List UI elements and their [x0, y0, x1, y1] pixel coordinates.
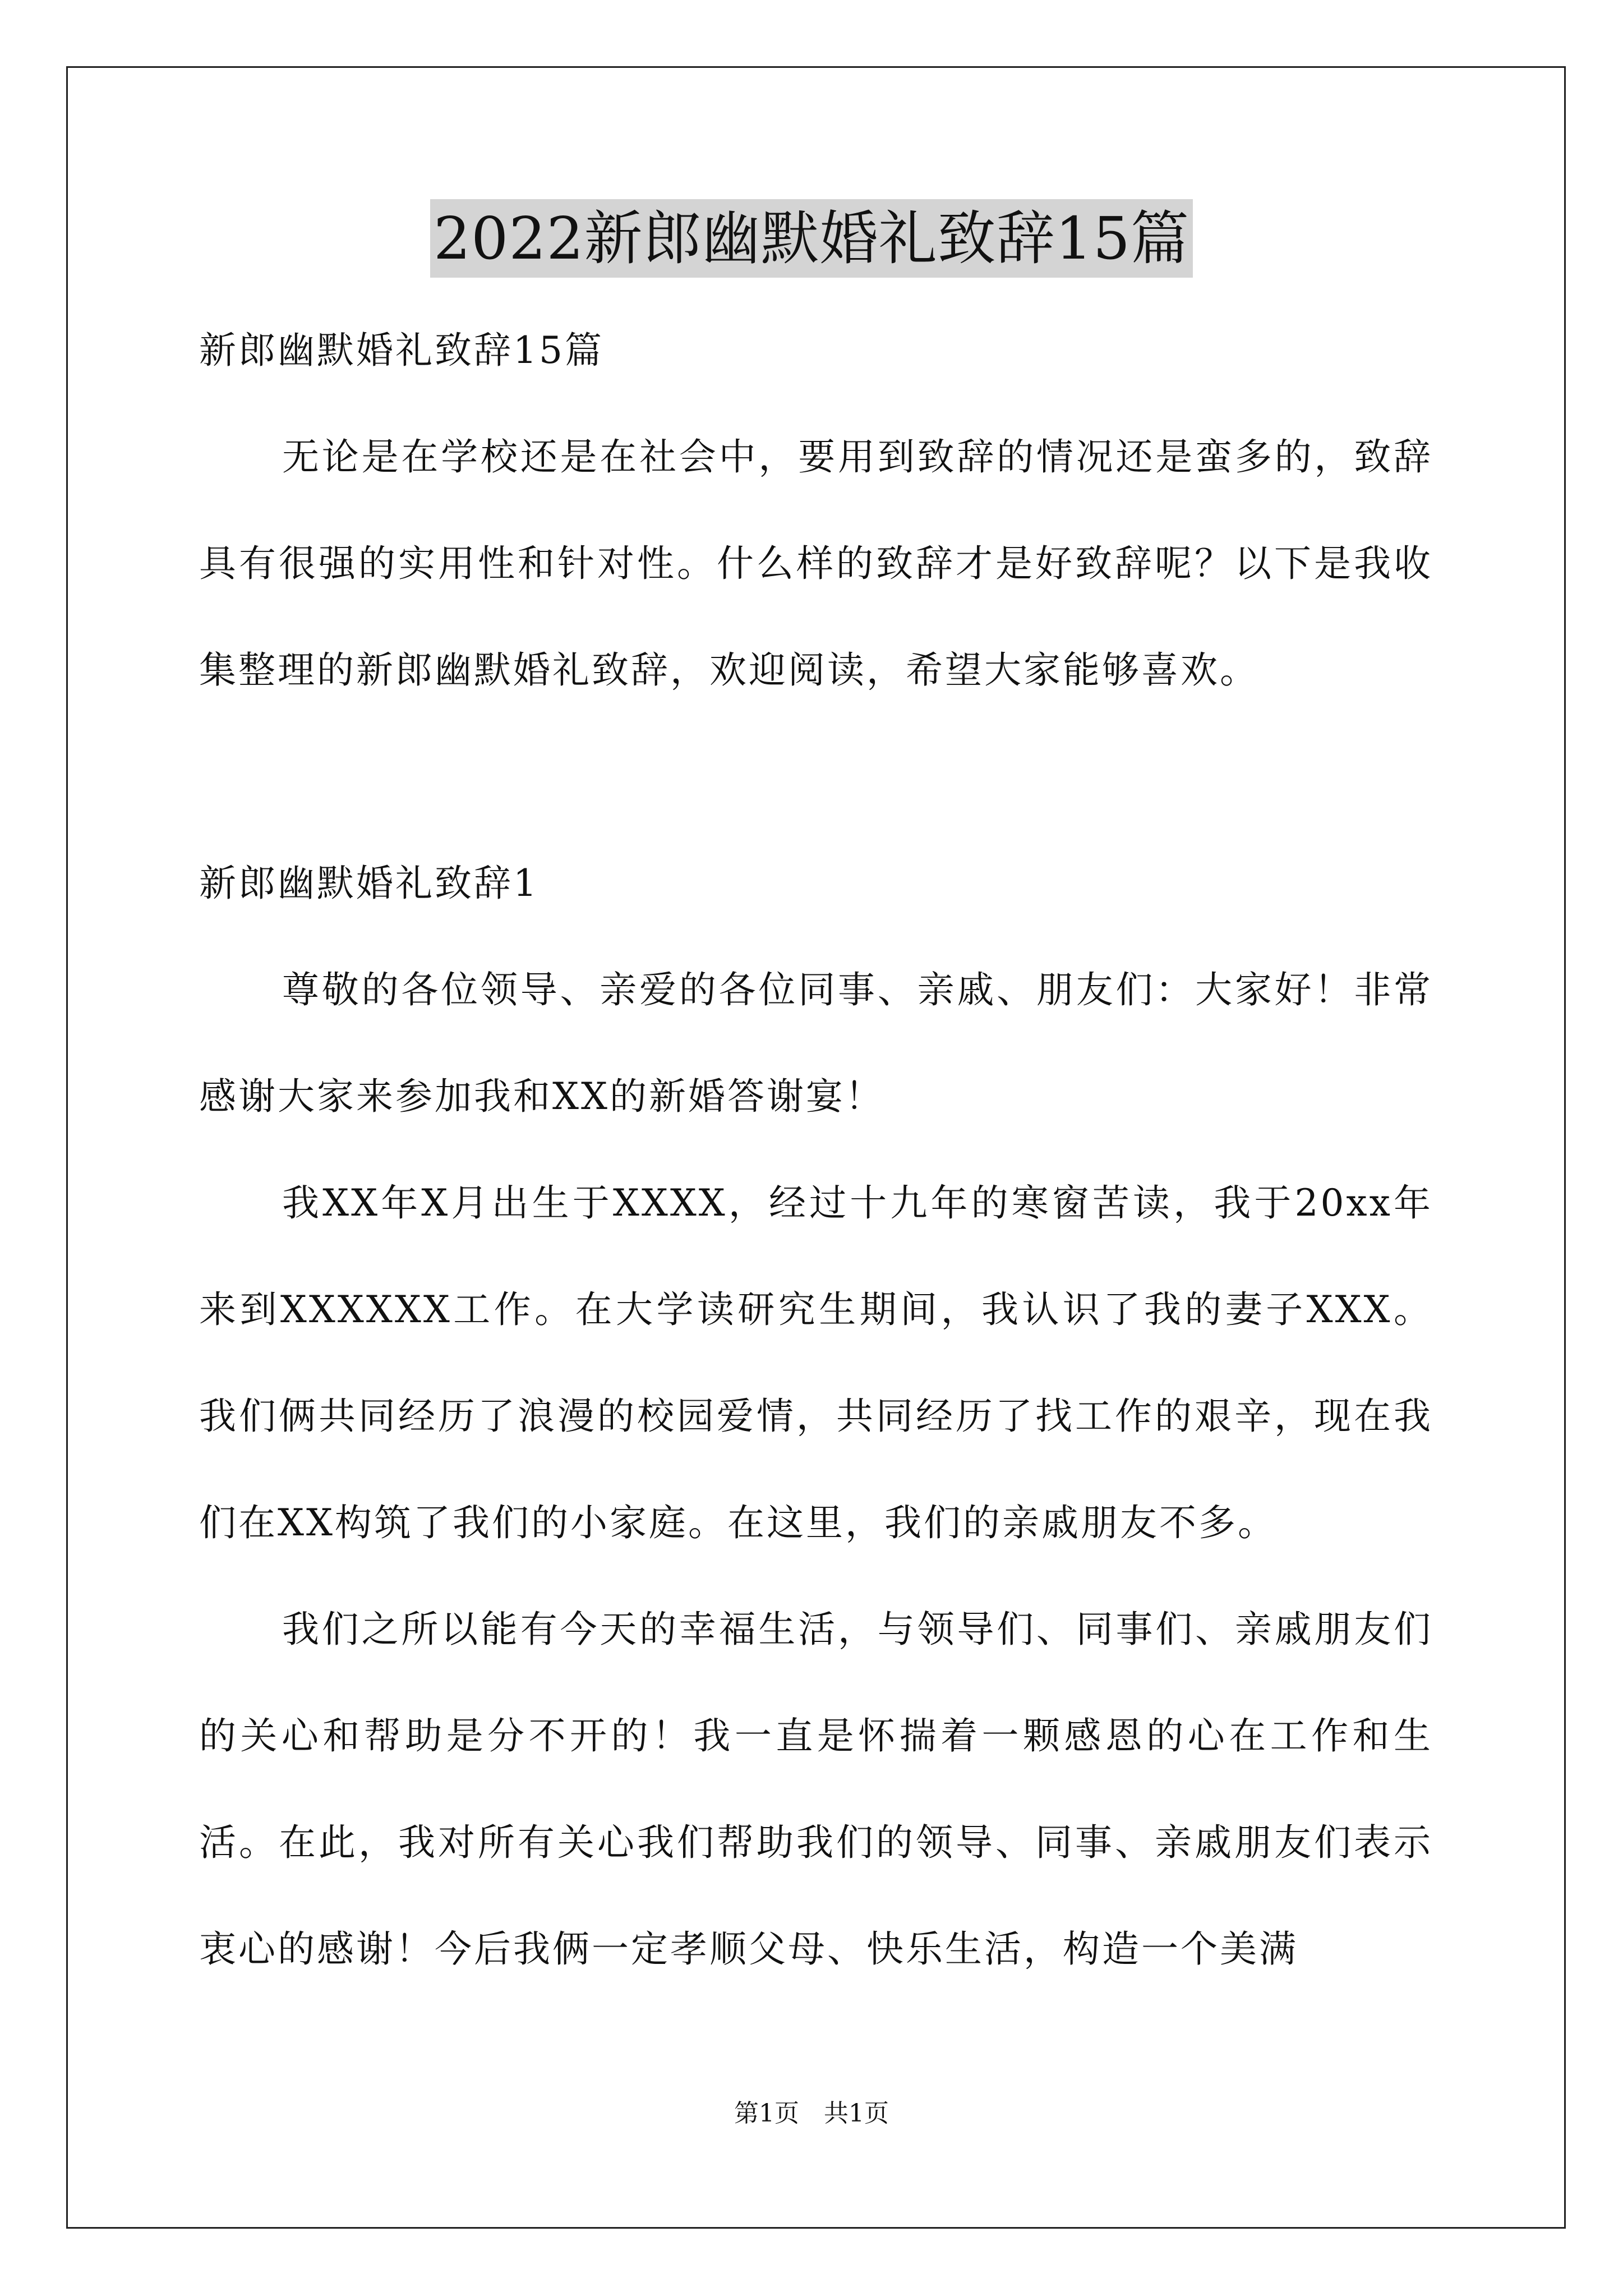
body-paragraph-2: 我XX年X月出生于XXXX，经过十九年的寒窗苦读，我于20xx年来到XXXXXX工作。在大学读研究生期间，我认识了我的妻子XXX。我们俩共同经历了浪漫的校园爱情，共同经历了找工作的艰辛，现在我们在XX构筑了我们的小家庭。在这里，我们的亲戚朋友不多。: [199, 1181, 1433, 1544]
body-paragraph-1: 尊敬的各位领导、亲爱的各位同事、亲戚、朋友们：大家好！非常感谢大家来参加我和XX的新婚答谢宴！: [199, 968, 1433, 1118]
blank-line: [199, 724, 1433, 830]
document-body: [199, 297, 1433, 2003]
document-subtitle: 新郎幽默婚礼致辞15篇: [199, 329, 604, 372]
page-number: 第1页: [734, 2099, 799, 2128]
page-footer: [0, 2097, 1623, 2131]
page-total: 共1页: [824, 2099, 889, 2128]
body-paragraph-3: 我们之所以能有今天的幸福生活，与领导们、同事们、亲戚朋友们的关心和帮助是分不开的！我一直是怀揣着一颗感恩的心在工作和生活。在此，我对所有关心我们帮助我们的领导、同事、亲戚朋友们表示衷心的感谢！今后我俩一定孝顺父母、快乐生活，构造一个美满: [199, 1608, 1433, 1971]
intro-paragraph: 无论是在学校还是在社会中，要用到致辞的情况还是蛮多的，致辞具有很强的实用性和针对性。什么样的致辞才是好致辞呢？以下是我收集整理的新郎幽默婚礼致辞，欢迎阅读，希望大家能够喜欢。: [199, 435, 1433, 692]
section-heading: 新郎幽默婚礼致辞1: [199, 862, 539, 905]
title-container: [0, 199, 1623, 278]
document-title: 2022新郎幽默婚礼致辞15篇: [430, 199, 1193, 278]
